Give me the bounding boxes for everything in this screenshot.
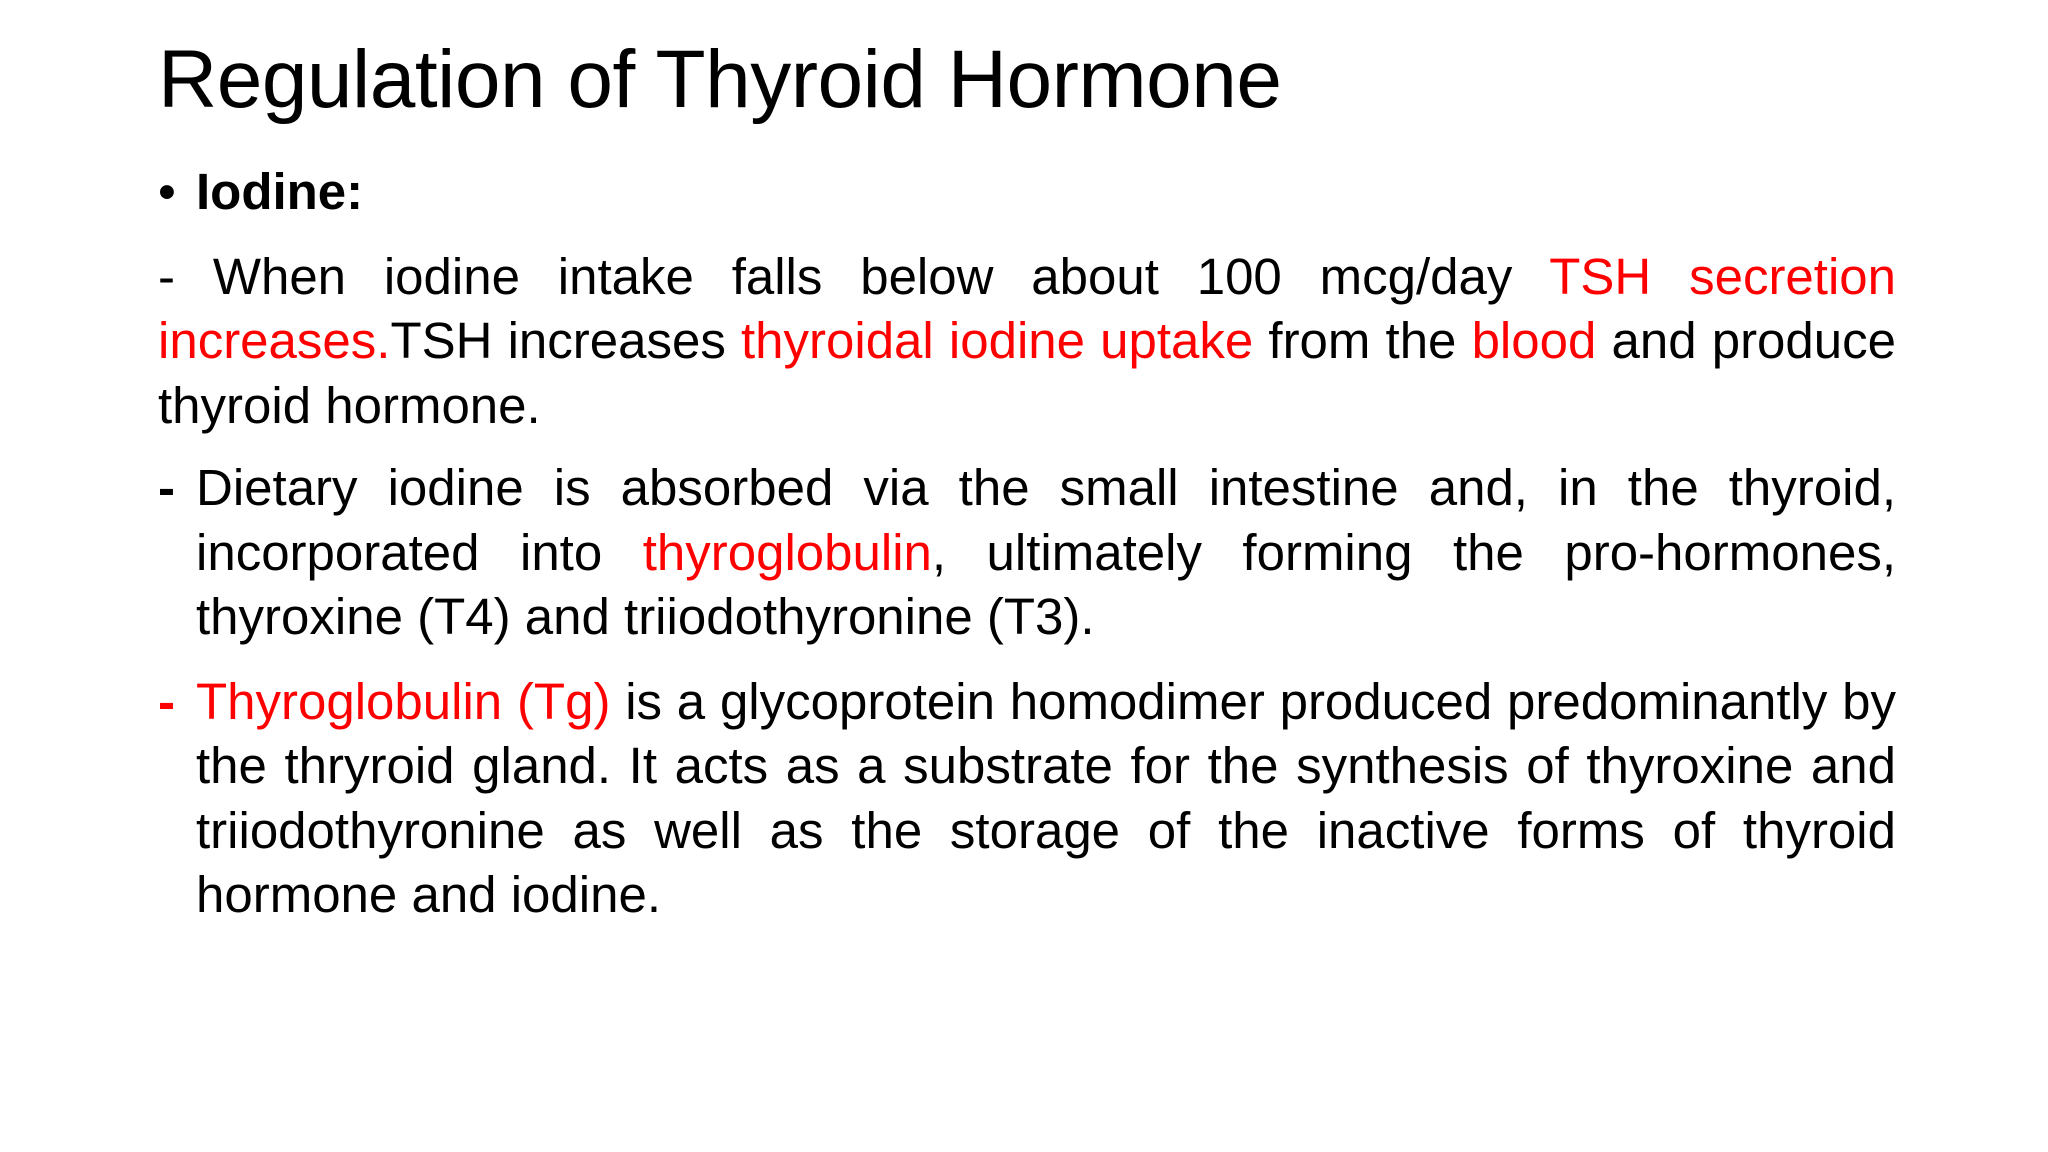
highlight-thyroglobulin: thyroglobulin: [642, 523, 932, 581]
item-text: is a glycoprotein homodimer produced predominantly by the thryroid gland. It acts as a substrate for the synthesis of thyroxine and triiodothyronine as well as the storage of the inactive forms of thyroid hormone and iodine.: [196, 672, 1896, 923]
highlight-tsh-secretion: TSH secretion increases.: [158, 247, 1897, 369]
para-text-1: When iodine intake falls below about 100 mcg/day: [212, 247, 1550, 305]
item-text-2: , ultimately forming the pro-hormones, thyroxine (T4) and triiodothyronine (T3).: [196, 523, 1896, 645]
slide-title: Regulation of Thyroid Hormone: [158, 34, 1282, 125]
highlight-blood: blood: [1471, 312, 1597, 369]
dash-marker: -: [158, 672, 175, 730]
highlight-thyroglobulin-tg: Thyroglobulin (Tg): [196, 672, 611, 730]
paragraph-iodine-intake: [158, 245, 1896, 439]
list-item-thyroglobulin: [158, 670, 1896, 928]
bullet-label: Iodine:: [196, 163, 364, 220]
item-text-1: Dietary iodine is absorbed via the small intestine and, in the thyroid, incorporated into: [196, 459, 1896, 581]
bullet-iodine: [158, 160, 1896, 225]
dash-marker: -: [158, 459, 175, 516]
para-text-4: and produce thyroid hormone.: [158, 312, 1897, 434]
para-text-3: from the: [1253, 312, 1472, 369]
highlight-thyroidal-iodine-uptake: thyroidal iodine uptake: [740, 312, 1254, 369]
para-text-2: TSH increases: [390, 312, 741, 369]
para-dash: -: [158, 247, 175, 305]
list-item-dietary-iodine: [158, 456, 1896, 650]
slide-body: [158, 160, 1896, 948]
bullet-marker: •: [158, 163, 176, 220]
